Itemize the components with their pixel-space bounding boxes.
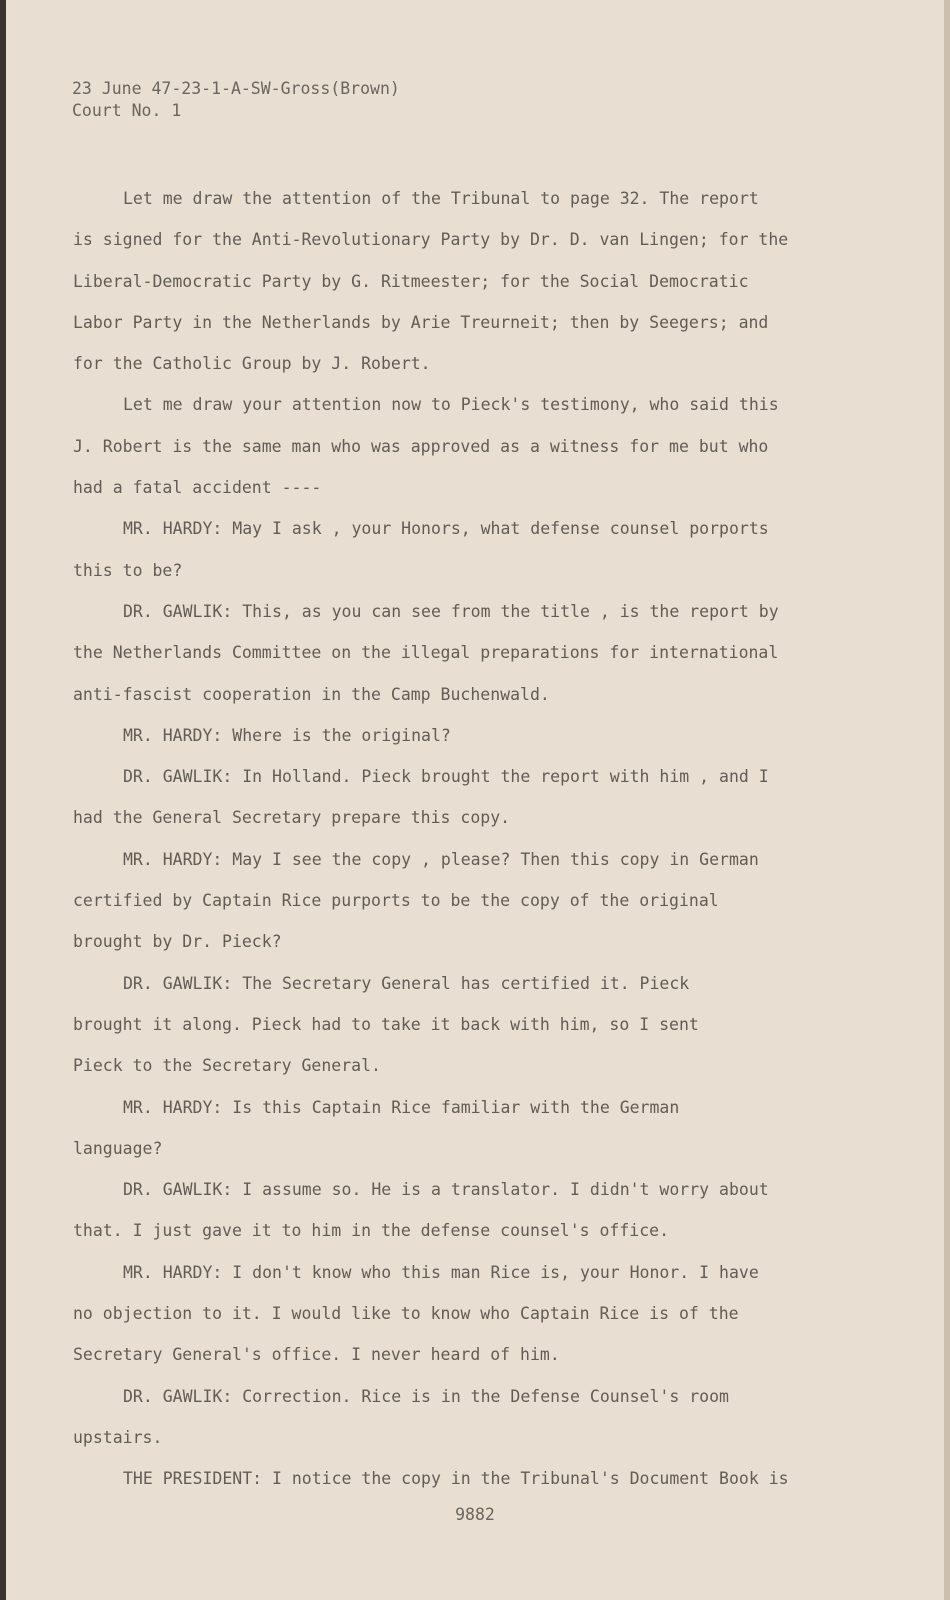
transcript-line: that. I just gave it to him in the defense counsel's office. (73, 1221, 670, 1241)
transcript-line: MR. HARDY: Where is the original? (123, 725, 451, 745)
transcript-line: brought by Dr. Pieck? (73, 932, 282, 952)
transcript-line: DR. GAWLIK: This, as you can see from the title , is the report by (123, 601, 779, 621)
transcript-line: DR. GAWLIK: Correction. Rice is in the Defense Counsel's room (123, 1386, 729, 1406)
transcript-line: this to be? (73, 560, 183, 580)
transcript-line: language? (73, 1138, 163, 1158)
transcript-line: Liberal-Democratic Party by G. Ritmeester; for the Social Democratic (73, 271, 749, 291)
transcript-line: the Netherlands Committee on the illegal preparations for international (73, 643, 779, 663)
transcript-line: DR. GAWLIK: I assume so. He is a translator. I didn't worry about (123, 1180, 769, 1200)
transcript-line: J. Robert is the same man who was approved as a witness for me but who (73, 436, 769, 456)
transcript-line: for the Catholic Group by J. Robert. (73, 354, 431, 374)
transcript-line: MR. HARDY: May I ask , your Honors, what defense counsel porports (123, 519, 769, 539)
transcript-line: Let me draw the attention of the Tribunal to page 32. The report (123, 189, 759, 208)
transcript-line: DR. GAWLIK: The Secretary General has certified it. Pieck (123, 973, 690, 993)
transcript-line: Let me draw your attention now to Pieck's testimony, who said this (123, 395, 779, 415)
scan-right-edge (944, 0, 950, 1600)
transcript-line: THE PRESIDENT: I notice the copy in the Tribunal's Document Book is (123, 1469, 789, 1489)
transcript-line: Secretary General's office. I never heard of him. (73, 1345, 560, 1365)
transcript-body (73, 178, 813, 1500)
header-court-line: Court No. 1 (72, 101, 182, 120)
transcript-line: is signed for the Anti-Revolutionary Party by Dr. D. van Lingen; for the (73, 230, 789, 250)
transcript-line: had a fatal accident ---- (73, 478, 322, 498)
scan-left-edge (0, 0, 6, 1600)
transcript-line: certified by Captain Rice purports to be the copy of the original (73, 891, 719, 911)
transcript-line: had the General Secretary prepare this copy. (73, 808, 511, 828)
document-header (72, 78, 400, 122)
page-number: 9882 (455, 1505, 495, 1524)
transcript-line: no objection to it. I would like to know who Captain Rice is of the (73, 1304, 739, 1324)
transcript-line: anti-fascist cooperation in the Camp Buchenwald. (73, 684, 550, 704)
header-reference-line: 23 June 47-23-1-A-SW-Gross(Brown) (72, 79, 400, 98)
transcript-line: brought it along. Pieck had to take it back with him, so I sent (73, 1014, 699, 1034)
transcript-line: Labor Party in the Netherlands by Arie Treurneit; then by Seegers; and (73, 312, 769, 332)
transcript-line: Pieck to the Secretary General. (73, 1056, 381, 1076)
transcript-line: MR. HARDY: I don't know who this man Rice is, your Honor. I have (123, 1262, 759, 1282)
transcript-line: MR. HARDY: Is this Captain Rice familiar with the German (123, 1097, 680, 1117)
transcript-line: upstairs. (73, 1427, 163, 1447)
transcript-line: DR. GAWLIK: In Holland. Pieck brought the report with him , and I (123, 767, 769, 787)
transcript-line: MR. HARDY: May I see the copy , please? Then this copy in German (123, 849, 759, 869)
